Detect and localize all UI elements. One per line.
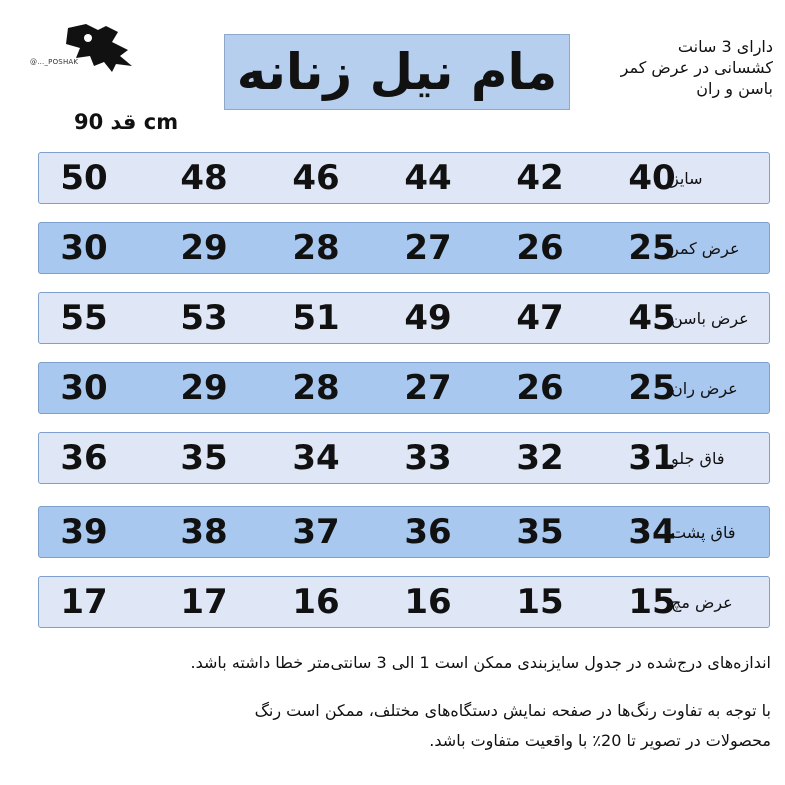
table-cell: 25 <box>628 368 676 408</box>
table-cell: 29 <box>180 228 228 268</box>
table-cell: 34 <box>292 438 340 478</box>
table-cell: 16 <box>404 582 452 622</box>
table-cell: 35 <box>516 512 564 552</box>
table-row <box>38 362 770 414</box>
row-label: سایز <box>671 168 703 188</box>
color-note: با توجه به تفاوت رنگ‌ها در صفحه نمایش دستگاه‌های مختلف، ممکن است رنگ <box>254 701 771 720</box>
table-cell: 30 <box>60 368 108 408</box>
stretch-note-line: باسن و ران <box>696 79 773 98</box>
bird-logo-icon <box>28 20 158 75</box>
table-cell: 44 <box>404 158 452 198</box>
table-cell: 53 <box>180 298 228 338</box>
stretch-note <box>573 36 773 99</box>
table-cell: 31 <box>628 438 676 478</box>
tolerance-note: اندازه‌های درج‌شده در جدول سایزبندی ممکن است 1 الی 3 سانتی‌متر خطا داشته باشد. <box>190 653 771 672</box>
row-label: عرض مچ <box>671 592 733 612</box>
row-label: عرض باسن <box>671 308 749 328</box>
table-cell: 38 <box>180 512 228 552</box>
table-row <box>38 222 770 274</box>
table-cell: 39 <box>60 512 108 552</box>
table-row <box>38 576 770 628</box>
table-cell: 36 <box>60 438 108 478</box>
table-cell: 28 <box>292 228 340 268</box>
table-cell: 46 <box>292 158 340 198</box>
table-row <box>38 152 770 204</box>
table-cell: 34 <box>628 512 676 552</box>
table-cell: 28 <box>292 368 340 408</box>
table-cell: 42 <box>516 158 564 198</box>
row-label: عرض ران <box>671 378 738 398</box>
row-label: فاق پشت <box>671 522 736 542</box>
table-cell: 30 <box>60 228 108 268</box>
table-cell: 29 <box>180 368 228 408</box>
brand-logo <box>28 20 158 75</box>
table-cell: 33 <box>404 438 452 478</box>
table-cell: 32 <box>516 438 564 478</box>
table-cell: 26 <box>516 228 564 268</box>
table-cell: 49 <box>404 298 452 338</box>
table-cell: 50 <box>60 158 108 198</box>
table-cell: 27 <box>404 368 452 408</box>
table-row <box>38 432 770 484</box>
table-cell: 51 <box>292 298 340 338</box>
table-cell: 25 <box>628 228 676 268</box>
table-cell: 37 <box>292 512 340 552</box>
table-cell: 40 <box>628 158 676 198</box>
table-cell: 16 <box>292 582 340 622</box>
table-cell: 15 <box>516 582 564 622</box>
table-cell: 36 <box>404 512 452 552</box>
page-title: مام نیل زنانه <box>224 34 570 110</box>
table-row <box>38 292 770 344</box>
table-cell: 55 <box>60 298 108 338</box>
table-cell: 15 <box>628 582 676 622</box>
row-label: فاق جلو <box>671 448 725 468</box>
brand-handle: @..._POSHAK <box>30 58 79 66</box>
table-cell: 35 <box>180 438 228 478</box>
height-note: قد 90 cm <box>74 110 179 134</box>
table-row <box>38 506 770 558</box>
table-cell: 45 <box>628 298 676 338</box>
table-cell: 47 <box>516 298 564 338</box>
color-note: محصولات در تصویر تا 20٪ با واقعیت متفاوت باشد. <box>429 731 771 750</box>
stretch-note-line: دارای 3 سانت <box>677 37 773 56</box>
table-cell: 48 <box>180 158 228 198</box>
table-cell: 27 <box>404 228 452 268</box>
table-cell: 26 <box>516 368 564 408</box>
table-cell: 17 <box>180 582 228 622</box>
row-label: عرض کمر <box>671 238 740 258</box>
table-cell: 17 <box>60 582 108 622</box>
stretch-note-line: کشسانی در عرض کمر <box>620 58 773 77</box>
